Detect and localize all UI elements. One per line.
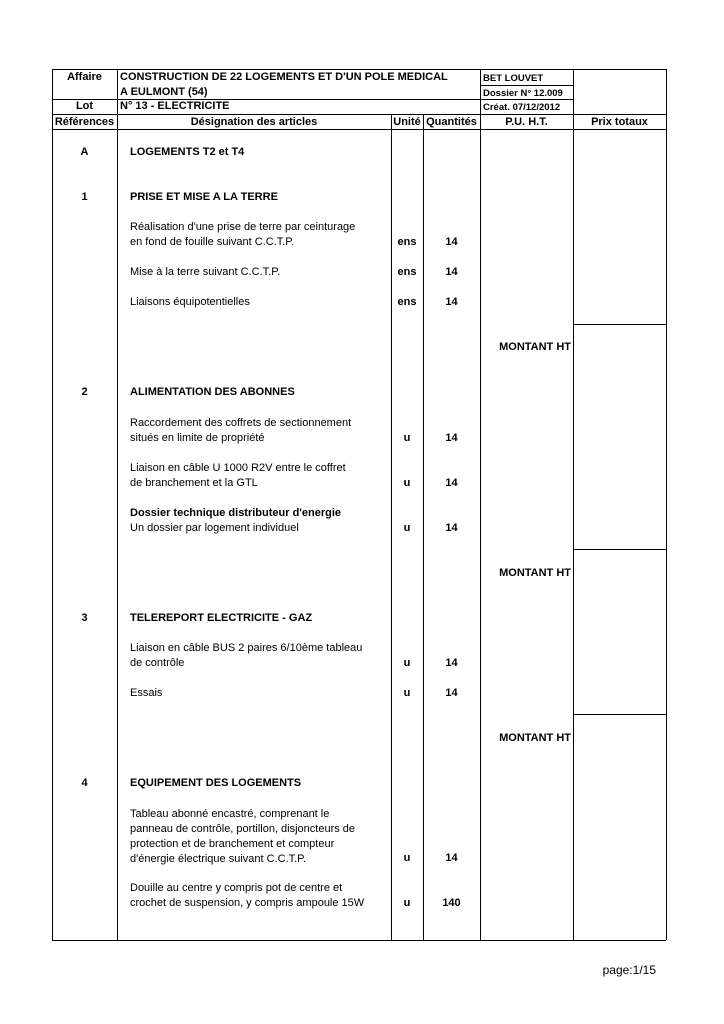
item-unit: ens — [397, 236, 417, 248]
item-qty: 14 — [445, 266, 458, 278]
group-title: TELEREPORT ELECTRICITE - GAZ — [130, 612, 313, 624]
section-ref: A — [80, 146, 89, 158]
item-unit: ens — [397, 296, 417, 308]
col-header-quantites: Quantités — [426, 116, 477, 128]
item-unit: u — [403, 432, 411, 444]
item-unit: u — [403, 852, 411, 864]
section-title: LOGEMENTS T2 et T4 — [130, 146, 245, 158]
item-qty: 14 — [445, 432, 458, 444]
col-header-unite: Unité — [393, 116, 421, 128]
item-unit: u — [403, 477, 411, 489]
item-qty: 140 — [442, 897, 461, 909]
col-total-edge — [573, 69, 574, 940]
group-ref: 4 — [81, 777, 88, 789]
affaire-label: Affaire — [67, 71, 102, 83]
item-description: Mise à la terre suivant C.C.T.P. — [130, 266, 281, 278]
dossier-number: Dossier N° 12.009 — [483, 88, 563, 99]
montant-ht-label: MONTANT HT — [499, 341, 571, 353]
item-qty: 14 — [445, 657, 458, 669]
item-unit: u — [403, 522, 411, 534]
item-description: Liaisons équipotentielles — [130, 296, 250, 308]
item-description: Dossier technique distributeur d'energie Un dossier par logement individuel — [130, 507, 342, 534]
page-number: page:1/15 — [602, 963, 656, 977]
col-header-pu-ht: P.U. H.T. — [505, 116, 548, 128]
item-unit: u — [403, 657, 411, 669]
item-description: Douille au centre y compris pot de centre et crochet de suspension, y compris ampoule 15W — [130, 882, 365, 909]
lot-value: N° 13 - ELECTRICITE — [120, 100, 230, 112]
lot-label: Lot — [75, 100, 94, 112]
col-header-references: Références — [54, 116, 115, 128]
item-qty: 14 — [445, 477, 458, 489]
rule-montant-2 — [573, 549, 666, 550]
item-description: Essais — [130, 687, 163, 699]
item-qty: 14 — [445, 236, 458, 248]
item-qty: 14 — [445, 522, 458, 534]
item-qty: 14 — [445, 296, 458, 308]
group-title: EQUIPEMENT DES LOGEMENTS — [130, 777, 302, 789]
affaire-line1: CONSTRUCTION DE 22 LOGEMENTS ET D'UN POLE MEDICAL — [120, 71, 448, 83]
item-qty: 14 — [445, 687, 458, 699]
item-qty: 14 — [445, 852, 458, 864]
item-description: Liaison en câble U 1000 R2V entre le coffret de branchement et la GTL — [130, 462, 346, 489]
col-right-edge — [666, 69, 667, 940]
group-title: ALIMENTATION DES ABONNES — [130, 386, 295, 398]
bet-name: BET LOUVET — [483, 73, 544, 84]
col-header-prix-totaux: Prix totaux — [591, 116, 648, 128]
group-ref: 3 — [81, 612, 88, 624]
item-unit: u — [403, 687, 411, 699]
rule-montant-1 — [573, 324, 666, 325]
creation-date: Créat. 07/12/2012 — [483, 102, 561, 113]
rule-montant-3 — [573, 714, 666, 715]
montant-ht-label: MONTANT HT — [499, 567, 571, 579]
item-description: Raccordement des coffrets de sectionnement situés en limite de propriété — [130, 417, 352, 444]
item-description: Liaison en câble BUS 2 paires 6/10ème tableau de contrôle — [130, 642, 363, 669]
col-pu-edge — [480, 69, 481, 940]
group-title: PRISE ET MISE A LA TERRE — [130, 191, 278, 203]
col-header-designation: Désignation des articles — [190, 116, 318, 128]
col-ref-edge — [117, 69, 118, 940]
montant-ht-label: MONTANT HT — [499, 732, 571, 744]
group-ref: 1 — [81, 191, 88, 203]
item-description: Réalisation d'une prise de terre par ceinturage en fond de fouille suivant C.C.T.P. — [130, 221, 356, 248]
rule-bottom — [52, 940, 666, 941]
rule-affaire-mid — [480, 85, 573, 86]
item-description: Tableau abonné encastré, comprenant le panneau de contrôle, portillon, disjoncteurs de protection et de branchement et compteur d'énergie électrique suivant C.C.T.P. — [130, 808, 356, 865]
item-unit: u — [403, 897, 411, 909]
affaire-line2: A EULMONT (54) — [120, 86, 208, 98]
item-unit: ens — [397, 266, 417, 278]
group-ref: 2 — [81, 386, 88, 398]
